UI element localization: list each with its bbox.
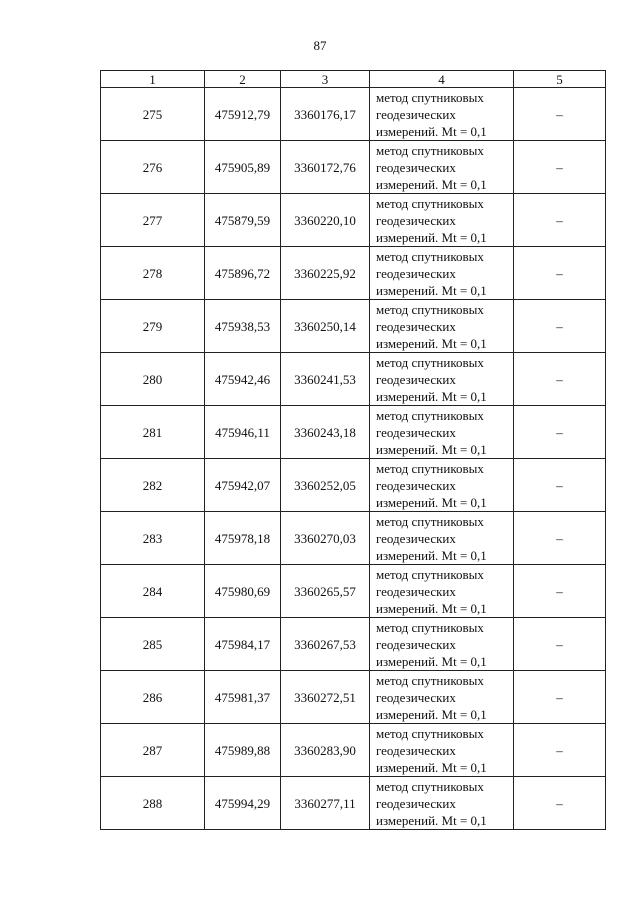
method-line: измерений. Mt = 0,1: [376, 176, 487, 192]
method-line: геодезических: [376, 530, 456, 546]
method-cell: [370, 247, 514, 300]
method-line: геодезических: [376, 742, 456, 758]
table-row: [101, 618, 606, 671]
point-number-cell: 280: [101, 353, 205, 406]
table-row: [101, 777, 606, 830]
x-coordinate-cell: 475981,37: [205, 671, 281, 724]
method-line: геодезических: [376, 212, 456, 228]
table-row: [101, 406, 606, 459]
point-number-cell: 279: [101, 300, 205, 353]
point-number-cell: 285: [101, 618, 205, 671]
point-number-cell: 284: [101, 565, 205, 618]
page-number: 87: [313, 38, 327, 53]
method-cell: [370, 300, 514, 353]
y-coordinate-cell: 3360283,90: [281, 724, 370, 777]
method-line: геодезических: [376, 636, 456, 652]
method-line: измерений. Mt = 0,1: [376, 653, 487, 669]
note-cell: –: [514, 353, 606, 406]
y-coordinate-cell: 3360243,18: [281, 406, 370, 459]
point-number-cell: 278: [101, 247, 205, 300]
y-coordinate-cell: 3360250,14: [281, 300, 370, 353]
note-cell: –: [514, 512, 606, 565]
point-number-cell: 282: [101, 459, 205, 512]
note-cell: –: [514, 194, 606, 247]
note-cell: –: [514, 724, 606, 777]
method-line: измерений. Mt = 0,1: [376, 759, 487, 775]
method-line: измерений. Mt = 0,1: [376, 388, 487, 404]
note-cell: –: [514, 300, 606, 353]
table-row: [101, 512, 606, 565]
y-coordinate-cell: 3360176,17: [281, 88, 370, 141]
method-cell: [370, 512, 514, 565]
table-row: [101, 141, 606, 194]
method-line: геодезических: [376, 106, 456, 122]
method-line: метод спутниковых: [376, 407, 484, 423]
column-header-3: 3: [281, 71, 370, 88]
note-cell: –: [514, 671, 606, 724]
y-coordinate-cell: 3360241,53: [281, 353, 370, 406]
table-row: [101, 194, 606, 247]
x-coordinate-cell: 475912,79: [205, 88, 281, 141]
note-cell: –: [514, 777, 606, 830]
point-number-cell: 277: [101, 194, 205, 247]
method-line: геодезических: [376, 689, 456, 705]
method-line: измерений. Mt = 0,1: [376, 282, 487, 298]
note-cell: –: [514, 141, 606, 194]
x-coordinate-cell: 475946,11: [205, 406, 281, 459]
y-coordinate-cell: 3360172,76: [281, 141, 370, 194]
table-row: [101, 353, 606, 406]
table-row: [101, 300, 606, 353]
method-line: метод спутниковых: [376, 142, 484, 158]
method-line: измерений. Mt = 0,1: [376, 706, 487, 722]
y-coordinate-cell: 3360225,92: [281, 247, 370, 300]
table-body: [101, 88, 606, 830]
note-cell: –: [514, 565, 606, 618]
method-line: геодезических: [376, 318, 456, 334]
x-coordinate-cell: 475938,53: [205, 300, 281, 353]
note-cell: –: [514, 406, 606, 459]
note-cell: –: [514, 88, 606, 141]
method-line: измерений. Mt = 0,1: [376, 123, 487, 139]
method-line: метод спутниковых: [376, 354, 484, 370]
column-header-4: 4: [370, 71, 514, 88]
x-coordinate-cell: 475942,07: [205, 459, 281, 512]
table-row: [101, 671, 606, 724]
method-line: метод спутниковых: [376, 460, 484, 476]
method-cell: [370, 724, 514, 777]
x-coordinate-cell: 475984,17: [205, 618, 281, 671]
note-cell: –: [514, 618, 606, 671]
table-row: [101, 565, 606, 618]
method-line: геодезических: [376, 159, 456, 175]
method-cell: [370, 406, 514, 459]
method-line: метод спутниковых: [376, 725, 484, 741]
x-coordinate-cell: 475942,46: [205, 353, 281, 406]
table-row: [101, 88, 606, 141]
coordinates-table: [100, 70, 606, 830]
method-line: геодезических: [376, 477, 456, 493]
method-cell: [370, 88, 514, 141]
point-number-cell: 275: [101, 88, 205, 141]
point-number-cell: 287: [101, 724, 205, 777]
y-coordinate-cell: 3360265,57: [281, 565, 370, 618]
x-coordinate-cell: 475980,69: [205, 565, 281, 618]
method-cell: [370, 194, 514, 247]
method-cell: [370, 353, 514, 406]
y-coordinate-cell: 3360277,11: [281, 777, 370, 830]
point-number-cell: 281: [101, 406, 205, 459]
point-number-cell: 283: [101, 512, 205, 565]
x-coordinate-cell: 475905,89: [205, 141, 281, 194]
method-line: метод спутниковых: [376, 566, 484, 582]
method-line: геодезических: [376, 583, 456, 599]
x-coordinate-cell: 475978,18: [205, 512, 281, 565]
point-number-cell: 288: [101, 777, 205, 830]
method-cell: [370, 618, 514, 671]
method-line: измерений. Mt = 0,1: [376, 547, 487, 563]
y-coordinate-cell: 3360272,51: [281, 671, 370, 724]
method-cell: [370, 777, 514, 830]
column-header-5: 5: [514, 71, 606, 88]
y-coordinate-cell: 3360220,10: [281, 194, 370, 247]
method-line: метод спутниковых: [376, 195, 484, 211]
method-line: геодезических: [376, 424, 456, 440]
method-line: метод спутниковых: [376, 778, 484, 794]
method-line: измерений. Mt = 0,1: [376, 494, 487, 510]
method-line: измерений. Mt = 0,1: [376, 812, 487, 828]
y-coordinate-cell: 3360270,03: [281, 512, 370, 565]
note-cell: –: [514, 459, 606, 512]
method-line: метод спутниковых: [376, 89, 484, 105]
method-line: измерений. Mt = 0,1: [376, 229, 487, 245]
method-line: измерений. Mt = 0,1: [376, 600, 487, 616]
method-cell: [370, 141, 514, 194]
x-coordinate-cell: 475896,72: [205, 247, 281, 300]
point-number-cell: 276: [101, 141, 205, 194]
table-row: [101, 724, 606, 777]
method-line: геодезических: [376, 371, 456, 387]
method-line: геодезических: [376, 795, 456, 811]
method-line: измерений. Mt = 0,1: [376, 335, 487, 351]
table-row: [101, 247, 606, 300]
note-cell: –: [514, 247, 606, 300]
x-coordinate-cell: 475879,59: [205, 194, 281, 247]
method-line: измерений. Mt = 0,1: [376, 441, 487, 457]
point-number-cell: 286: [101, 671, 205, 724]
x-coordinate-cell: 475994,29: [205, 777, 281, 830]
column-header-2: 2: [205, 71, 281, 88]
y-coordinate-cell: 3360267,53: [281, 618, 370, 671]
method-line: метод спутниковых: [376, 672, 484, 688]
method-line: метод спутниковых: [376, 619, 484, 635]
method-cell: [370, 459, 514, 512]
method-line: метод спутниковых: [376, 248, 484, 264]
method-line: метод спутниковых: [376, 513, 484, 529]
column-header-1: 1: [101, 71, 205, 88]
table-row: [101, 459, 606, 512]
method-line: метод спутниковых: [376, 301, 484, 317]
y-coordinate-cell: 3360252,05: [281, 459, 370, 512]
method-cell: [370, 671, 514, 724]
method-line: геодезических: [376, 265, 456, 281]
x-coordinate-cell: 475989,88: [205, 724, 281, 777]
header-row: [101, 71, 606, 88]
method-cell: [370, 565, 514, 618]
